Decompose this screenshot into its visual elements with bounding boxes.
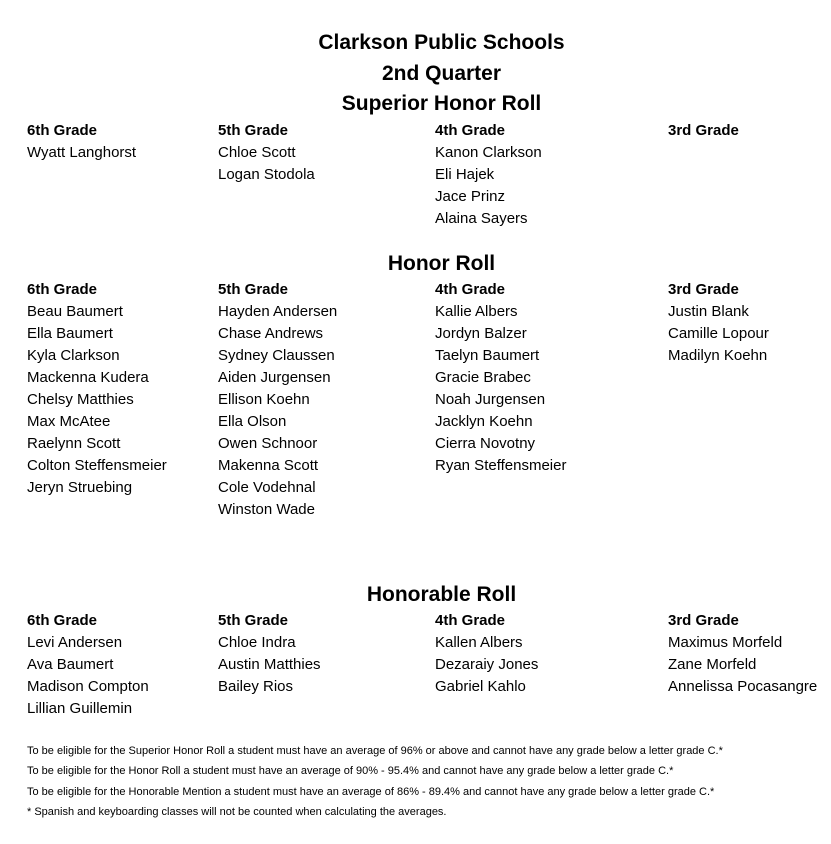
superior-col-6th <box>27 121 136 164</box>
student-name: Justin Blank <box>668 303 749 320</box>
student-name: Chloe Indra <box>218 634 296 651</box>
superior-col-3rd <box>668 121 739 142</box>
student-name: Logan Stodola <box>218 166 315 183</box>
grade-heading: 5th Grade <box>218 612 289 629</box>
honorable-col-5th <box>218 611 321 698</box>
grade-heading: 4th Grade <box>435 122 506 139</box>
superior-col-4th <box>435 121 542 230</box>
grade-heading: 5th Grade <box>218 281 289 298</box>
grade-heading: 6th Grade <box>27 612 98 629</box>
student-name: Ryan Steffensmeier <box>435 457 567 474</box>
school-title: Clarkson Public Schools <box>318 31 565 54</box>
student-name: Jace Prinz <box>435 188 506 205</box>
student-name: Sydney Claussen <box>218 347 335 364</box>
grade-heading: 3rd Grade <box>668 122 739 139</box>
section-title-honorable: Honorable Roll <box>366 583 517 606</box>
honor-col-5th <box>218 280 337 521</box>
grade-heading: 5th Grade <box>218 122 289 139</box>
student-name: Madison Compton <box>27 678 149 695</box>
eligibility-notes <box>27 741 723 822</box>
student-name: Makenna Scott <box>218 457 319 474</box>
student-name: Kanon Clarkson <box>435 144 542 161</box>
note-superior: To be eligible for the Superior Honor Roll a student must have an average of 96% or above and cannot have any grade below a letter grade C.* <box>27 745 723 757</box>
student-name: Kallen Albers <box>435 634 523 651</box>
student-name: Alaina Sayers <box>435 210 528 227</box>
student-name: Jacklyn Koehn <box>435 413 533 430</box>
note-footnote: * Spanish and keyboarding classes will not be counted when calculating the averages. <box>27 805 447 818</box>
note-honor: To be eligible for the Honor Roll a student must have an average of 90% - 95.4% and cannot have any grade below a letter grade C.* <box>27 765 674 778</box>
superior-col-5th <box>218 121 315 186</box>
grade-heading: 3rd Grade <box>668 612 739 629</box>
grade-heading: 6th Grade <box>27 281 98 298</box>
student-name: Ella Baumert <box>27 325 113 342</box>
student-name: Chase Andrews <box>218 325 324 342</box>
student-name: Beau Baumert <box>27 303 123 320</box>
student-name: Chloe Scott <box>218 144 296 161</box>
student-name: Owen Schnoor <box>218 435 318 452</box>
grade-heading: 6th Grade <box>27 122 98 139</box>
grade-heading: 4th Grade <box>435 612 506 629</box>
student-name: Maximus Morfeld <box>668 634 783 651</box>
student-name: Annelissa Pocasangre <box>668 678 818 695</box>
honorable-col-6th <box>27 611 149 720</box>
honorable-col-3rd <box>668 611 817 698</box>
quarter-title: 2nd Quarter <box>381 62 502 85</box>
student-name: Wyatt Langhorst <box>27 144 137 161</box>
student-name: Hayden Andersen <box>218 303 338 320</box>
student-name: Jordyn Balzer <box>435 325 527 342</box>
student-name: Jeryn Struebing <box>27 479 133 496</box>
note-honorable: To be eligible for the Honorable Mention a student must have an average of 86% - 89.4% and cannot have any grade below a letter grade C.* <box>27 785 715 798</box>
student-name: Chelsy Matthies <box>27 391 134 408</box>
student-name: Raelynn Scott <box>27 435 121 452</box>
section-title-superior: Superior Honor Roll <box>341 92 542 115</box>
student-name: Dezaraiy Jones <box>435 656 539 673</box>
grade-heading: 3rd Grade <box>668 281 739 298</box>
student-name: Aiden Jurgensen <box>218 369 331 386</box>
section-title-honor: Honor Roll <box>387 252 496 275</box>
student-name: Kyla Clarkson <box>27 347 120 364</box>
student-name: Cole Vodehnal <box>218 479 316 496</box>
student-name: Eli Hajek <box>435 166 495 183</box>
student-name: Ellison Koehn <box>218 391 310 408</box>
student-name: Levi Andersen <box>27 634 123 651</box>
student-name: Taelyn Baumert <box>435 347 540 364</box>
honor-col-6th <box>27 280 167 499</box>
student-name: Gabriel Kahlo <box>435 678 526 695</box>
student-name: Ava Baumert <box>27 656 114 673</box>
grade-heading: 4th Grade <box>435 281 506 298</box>
honor-col-4th <box>435 280 566 477</box>
student-name: Lillian Guillemin <box>27 700 133 717</box>
student-name: Winston Wade <box>218 501 315 518</box>
student-name: Madilyn Koehn <box>668 347 768 364</box>
student-name: Zane Morfeld <box>668 656 757 673</box>
student-name: Kallie Albers <box>435 303 518 320</box>
student-name: Noah Jurgensen <box>435 391 546 408</box>
student-name: Cierra Novotny <box>435 435 536 452</box>
student-name: Austin Matthies <box>218 656 321 673</box>
student-name: Colton Steffensmeier <box>27 457 167 474</box>
student-name: Bailey Rios <box>218 678 294 695</box>
student-name: Max McAtee <box>27 413 111 430</box>
student-name: Ella Olson <box>218 413 287 430</box>
student-name: Mackenna Kudera <box>27 369 149 386</box>
honorable-col-4th <box>435 611 538 698</box>
student-name: Camille Lopour <box>668 325 769 342</box>
honor-col-3rd <box>668 280 769 367</box>
student-name: Gracie Brabec <box>435 369 531 386</box>
